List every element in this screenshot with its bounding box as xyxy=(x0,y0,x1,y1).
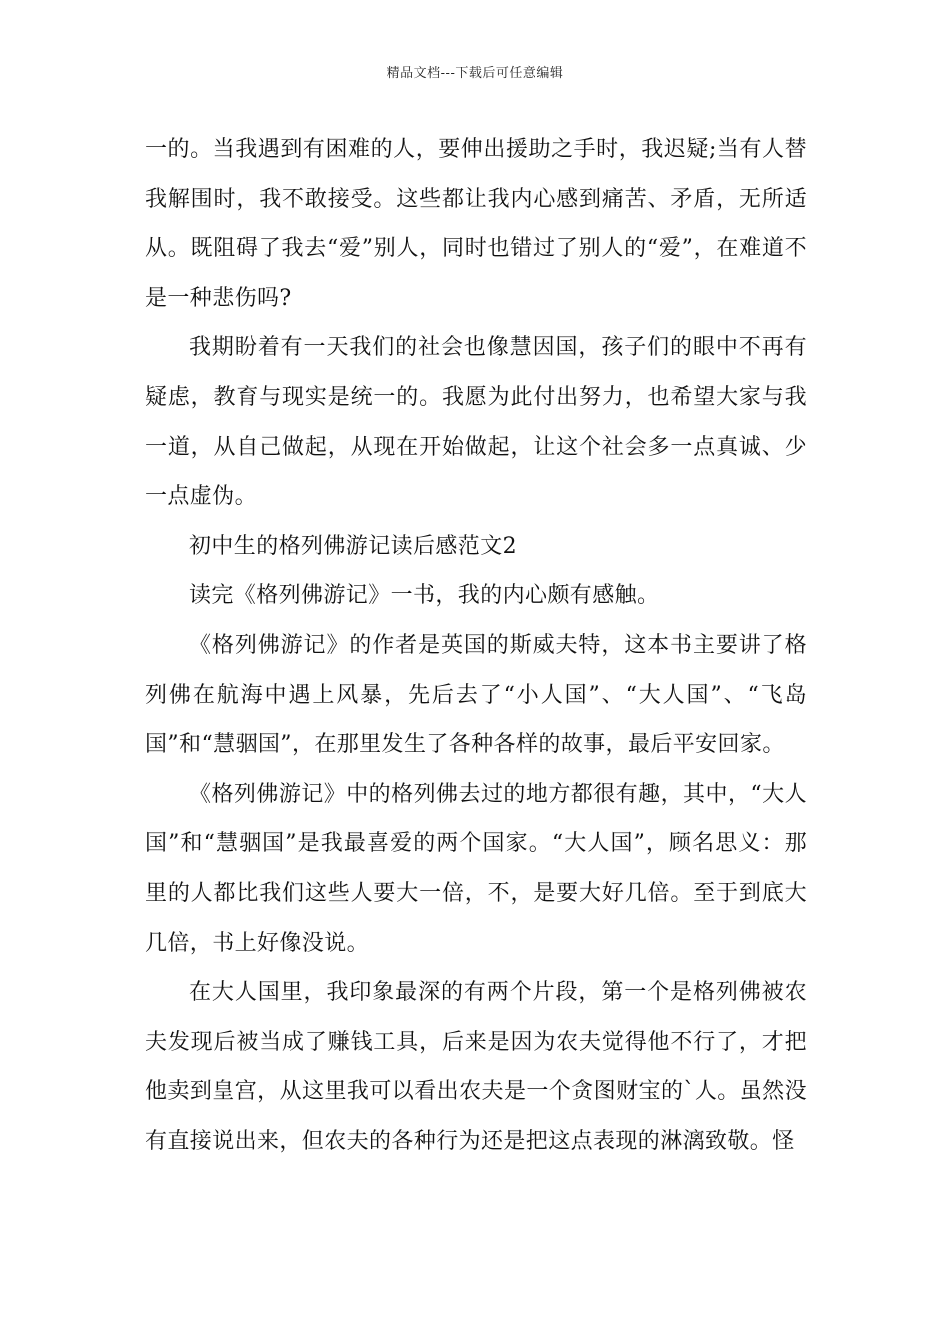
document-body xyxy=(145,125,807,1166)
paragraph-intro: 读完《格列佛游记》一书，我的内心颇有感触。 xyxy=(189,583,660,609)
paragraph-favorite-countries: 《格列佛游记》中的格列佛去过的地方都很有趣，其中，“大人国”和“慧骃国”是我最喜爱的两个国家。“大人国”，顾名思义：那里的人都比我们这些人要大一倍，不，是要大好几倍。至于到底大几倍，书上好像没说。 xyxy=(145,781,807,956)
paragraph-impression: 在大人国里，我印象最深的有两个片段，第一个是格列佛被农夫发现后被当成了赚钱工具，后来是因为农夫觉得他不行了，才把他卖到皇宫，从这里我可以看出农夫是一个贪图财宝的`人。虽然没有直接说出来，但农夫的各种行为还是把这点表现的淋漓致敬。怪 xyxy=(145,980,807,1154)
section-title: 初中生的格列佛游记读后感范文2 xyxy=(189,533,517,559)
page-header: 精品文档---下载后可任意编辑 xyxy=(386,66,564,81)
paragraph-hope: 我期盼着有一天我们的社会也像慧因国，孩子们的眼中不再有疑虑，教育与现实是统一的。我愿为此付出努力，也希望大家与我一道，从自己做起，从现在开始做起，让这个社会多一点真诚、少一点虚伪。 xyxy=(145,335,807,510)
paragraph-summary: 《格列佛游记》的作者是英国的斯威夫特，这本书主要讲了格列佛在航海中遇上风暴，先后去了“小人国”、“大人国”、“飞岛国”和“慧骃国”，在那里发生了各种各样的故事，最后平安回家。 xyxy=(145,632,807,758)
paragraph-continuation: 一的。当我遇到有困难的人，要伸出援助之手时，我迟疑;当有人替我解围时，我不敢接受。这些都让我内心感到痛苦、矛盾，无所适从。既阻碍了我去“爱”别人，同时也错过了别人的“爱”，在难道不是一种悲伤吗? xyxy=(145,137,807,311)
